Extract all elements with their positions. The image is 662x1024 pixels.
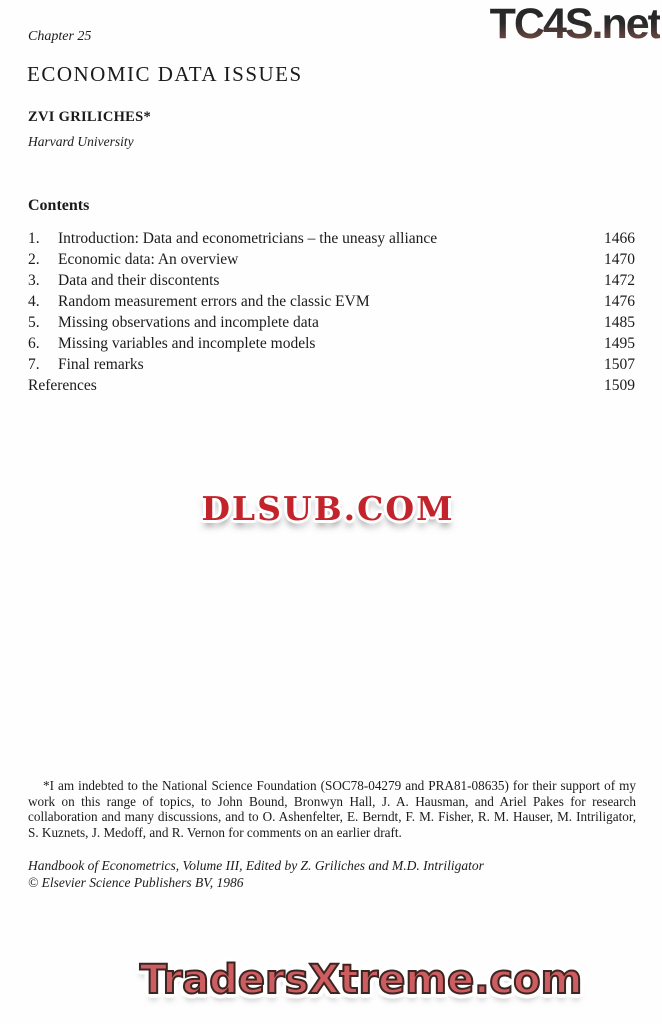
toc-item-page: 1509 [604, 377, 635, 394]
toc-item-number: 6. [28, 335, 40, 352]
toc-item-title: Data and their discontents [58, 272, 220, 289]
toc-item-title: References [28, 377, 97, 394]
toc-item-title: Introduction: Data and econometricians – the uneasy alliance [58, 230, 438, 247]
toc-row [28, 312, 635, 333]
toc-row [28, 228, 635, 249]
toc-row [28, 249, 635, 270]
toc-item-page: 1495 [604, 335, 635, 352]
footnote-text: *I am indebted to the National Science Foundation (SOC78-04279 and PRA81-08635) for their support of my work on this range of topics, to John Bound, Bronwyn Hall, J. A. Hausman, and Ariel Pakes for research collaboration and many discussions, and to O. Ashenfelter, E. Berndt, F. M. Fisher, R. M. Hauser, M. Intriligator, S. Kuznets, J. Medoff, and R. Vernon for comments on an earlier draft. [28, 778, 636, 840]
toc-item-page: 1476 [604, 293, 635, 310]
toc-item-page: 1472 [604, 272, 635, 289]
toc-item-title: Economic data: An overview [58, 251, 239, 268]
contents-heading: Contents [28, 197, 90, 214]
toc-item-title: Random measurement errors and the classic EVM [58, 293, 370, 310]
toc-item-number: 7. [28, 356, 40, 373]
author-name: ZVI GRILICHES* [28, 109, 152, 125]
toc-item-page: 1466 [604, 230, 635, 247]
author-affiliation: Harvard University [28, 134, 134, 149]
toc-item-title: Final remarks [58, 356, 144, 373]
toc-row [28, 333, 635, 354]
toc-row-references [28, 375, 635, 396]
watermark-tradersxtreme: TradersXtreme.com [139, 957, 583, 1003]
toc-item-page: 1470 [604, 251, 635, 268]
toc-item-number: 5. [28, 314, 40, 331]
toc-row [28, 354, 635, 375]
table-of-contents [28, 228, 635, 396]
toc-item-number: 1. [28, 230, 40, 247]
watermark-dlsub: DLSUB.COM [201, 489, 455, 528]
colophon-edition-line: Handbook of Econometrics, Volume III, Edited by Z. Griliches and M.D. Intriligator [28, 858, 484, 873]
toc-item-page: 1485 [604, 314, 635, 331]
toc-item-number: 4. [28, 293, 40, 310]
colophon [28, 858, 635, 891]
toc-item-number: 2. [28, 251, 40, 268]
chapter-label: Chapter 25 [28, 29, 92, 44]
toc-item-page: 1507 [604, 356, 635, 373]
toc-item-number: 3. [28, 272, 40, 289]
colophon-copyright-line: © Elsevier Science Publishers BV, 1986 [28, 874, 244, 890]
toc-row [28, 291, 635, 312]
watermark-tc4s: TC4S.net [489, 0, 660, 48]
toc-item-title: Missing observations and incomplete data [58, 314, 319, 331]
page-title: ECONOMIC DATA ISSUES [27, 62, 303, 86]
toc-row [28, 270, 635, 291]
toc-item-title: Missing variables and incomplete models [58, 335, 316, 352]
